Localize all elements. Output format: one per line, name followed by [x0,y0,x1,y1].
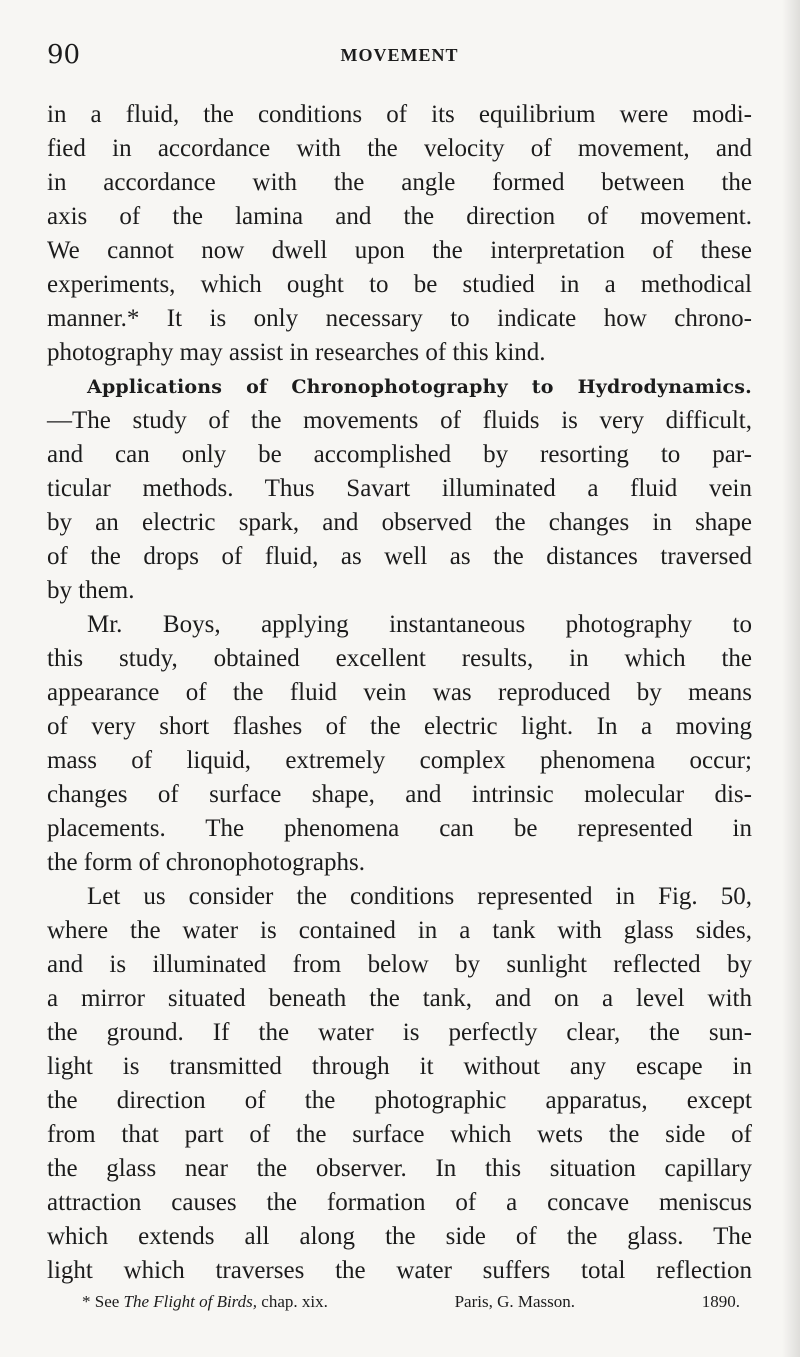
footnote-chapter: chap. xix. [261,1292,328,1311]
text-line: mass of liquid, extremely complex phenomena occur; [47,747,752,774]
page-number: 90 [47,40,81,70]
footnote [82,1292,740,1312]
footnote-publisher: Paris, G. Masson. [454,1292,576,1311]
text-line: light which traverses the water suffers total reflection [47,1257,752,1284]
text-line: We cannot now dwell upon the interpretation of these [47,237,752,264]
text-line: by an electric spark, and observed the changes in shape [47,509,752,536]
running-head: MOVEMENT [340,45,459,65]
footnote-citation [82,1292,328,1312]
text-line: this study, obtained excellent results, in which the [47,645,752,672]
text-line: a mirror situated beneath the tank, and on a level with [47,985,752,1012]
text-line: where the water is contained in a tank with glass sides, [47,917,752,944]
text-line: in accordance with the angle formed between the [47,169,752,196]
text-line: the ground. If the water is perfectly clear, the sun- [47,1019,752,1046]
text-line: axis of the lamina and the direction of movement. [47,203,752,230]
text-line: photography may assist in researches of this kind. [47,339,546,366]
text-line: Let us consider the conditions represented in Fig. 50, [87,883,752,910]
text-line: attraction causes the formation of a concave meniscus [47,1189,752,1216]
text-line: manner.* It is only necessary to indicate how chrono- [47,305,752,332]
text-line: changes of surface shape, and intrinsic molecular dis- [47,781,752,808]
text-line: of the drops of fluid, as well as the distances traversed [47,543,752,570]
page-header [47,40,752,72]
text-line: the form of chronophotographs. [47,849,365,876]
text-line: the glass near the observer. In this situation capillary [47,1155,752,1182]
text-line: in a fluid, the conditions of its equilibrium were modi- [47,101,752,128]
text-line: —The study of the movements of fluids is very difficult, [47,407,752,434]
text-line: Mr. Boys, applying instantaneous photography to [87,611,752,638]
text-line: ticular methods. Thus Savart illuminated a fluid vein [47,475,752,502]
text-line: and can only be accomplished by resorting to par- [47,441,752,468]
text-line: experiments, which ought to be studied in a methodical [47,271,752,298]
footnote-prefix: * See [82,1292,120,1311]
text-line: and is illuminated from below by sunlight reflected by [47,951,752,978]
text-line: which extends all along the side of the glass. The [47,1223,752,1250]
text-line: fied in accordance with the velocity of movement, and [47,135,752,162]
text-line: appearance of the fluid vein was reproduced by means [47,679,752,706]
text-line: of very short flashes of the electric light. In a moving [47,713,752,740]
text-line: from that part of the surface which wets the side of [47,1121,752,1148]
text-line: by them. [47,577,135,604]
section-heading: Applications of Chronophotography to Hydrodynamics. [87,376,752,398]
footnote-year: 1890. [701,1292,740,1311]
text-line: light is transmitted through it without any escape in [47,1053,752,1080]
text-line: the direction of the photographic apparatus, except [47,1087,752,1114]
page-edge-shadow [782,0,800,1357]
footnote-title: The Flight of Birds, [123,1292,258,1311]
page-body [47,98,752,1288]
text-line: placements. The phenomena can be represented in [47,815,752,842]
